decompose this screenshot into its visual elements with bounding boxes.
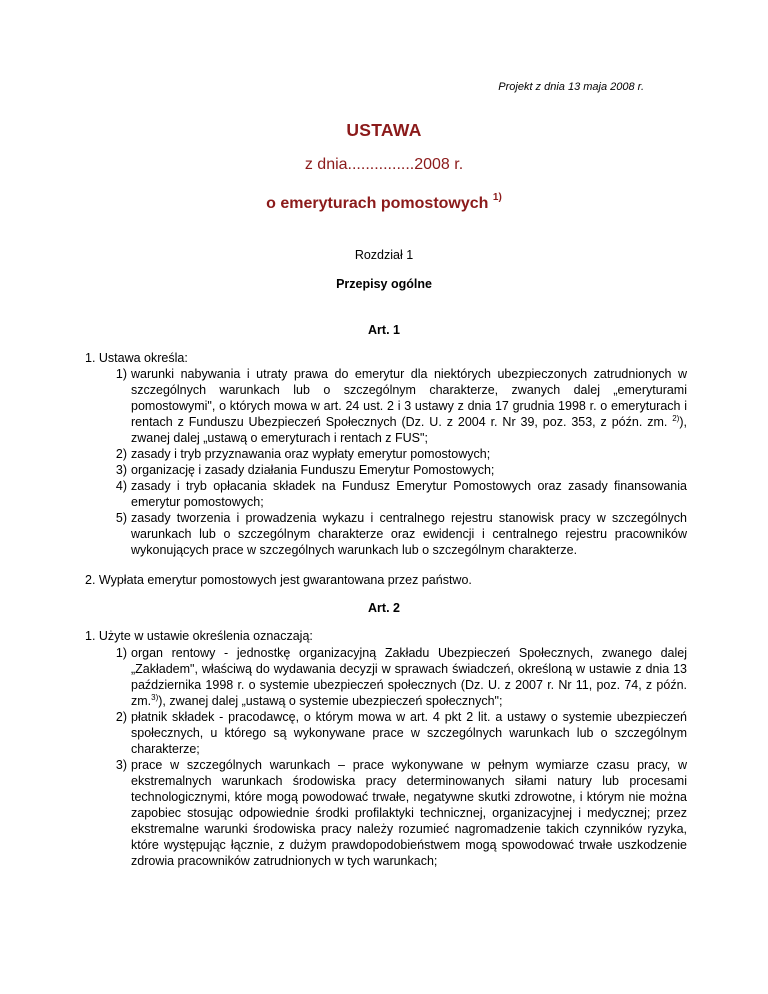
footnote-ref: 3)	[151, 692, 159, 702]
chapter-label: Rozdział 1	[354, 248, 414, 262]
item-number: 3)	[115, 758, 127, 772]
item-number: 1)	[115, 367, 127, 381]
footnote-ref: 1)	[492, 191, 502, 203]
footnote-ref: 2)	[672, 413, 680, 423]
act-subject-text: o emeryturach pomostowych	[266, 195, 489, 212]
item-number: 5)	[115, 511, 127, 525]
item-text: zasady tworzenia i prowadzenia wykazu i centralnego rejestru stanowisk pracy w szczególnych warunkach lub o szczególnym charakterze oraz ewidencji i centralnego rejestru pracowników wykonujących prace w szczególnych warunkach lub o szczególnym charakterze.	[131, 511, 687, 557]
item-number: 4)	[115, 479, 127, 493]
list-item	[101, 478, 687, 510]
article-1-heading: Art. 1	[368, 323, 400, 337]
item-number: 2)	[115, 710, 127, 724]
draft-note: Projekt z dnia 13 maja 2008 r.	[498, 81, 644, 93]
item-text: ), zwanej dalej „ustawą o systemie ubezpieczeń społecznych";	[158, 694, 503, 708]
chapter-title: Przepisy ogólne	[336, 277, 432, 291]
article-2-intro: 1. Użyte w ustawie określenia oznaczają:	[85, 629, 313, 643]
article-1-para-2: 2. Wypłata emerytur pomostowych jest gwarantowana przez państwo.	[85, 573, 472, 587]
list-item	[101, 366, 687, 446]
act-date: z dnia...............2008 r.	[304, 156, 464, 173]
item-number: 1)	[115, 646, 127, 660]
act-subject	[0, 191, 768, 213]
item-text: organizację i zasady działania Funduszu Emerytur Pomostowych;	[131, 463, 495, 477]
list-item	[101, 510, 687, 558]
item-text: organ rentowy - jednostkę organizacyjną Zakładu Ubezpieczeń Społecznych, zwanego dalej „Zakładem", właściwą do wydawania decyzji w sprawach świadczeń, określoną w ustawie z dnia 13 października 1998 r. o systemie ubezpieczeń społecznych (Dz. U. z 2007 r. Nr 11, poz. 74, z późn. zm.	[131, 646, 687, 708]
item-number: 3)	[115, 463, 127, 477]
article-2-list	[101, 645, 687, 869]
list-item	[101, 446, 687, 462]
item-text: ), zwanej dalej „ustawą o emeryturach i rentach z FUS";	[131, 415, 687, 445]
article-2-heading: Art. 2	[368, 601, 400, 615]
item-text: płatnik składek - pracodawcę, o którym mowa w art. 4 pkt 2 lit. a ustawy o systemie ubezpieczeń społecznych, u którego są wykonywane prace w szczególnych warunkach lub o szczególnym charakterze;	[131, 710, 687, 756]
article-1-list	[101, 366, 687, 558]
list-item	[101, 709, 687, 757]
list-item	[101, 462, 687, 478]
article-1-intro: 1. Ustawa określa:	[85, 351, 188, 365]
list-item	[101, 645, 687, 709]
item-text: warunki nabywania i utraty prawa do emerytur dla niektórych ubezpieczonych zatrudnionych w szczególnych warunkach lub o szczególnym charakterze, zwanych dalej „emeryturami pomostowymi", o których mowa w art. 24 ust. 2 i 3 ustawy z dnia 17 grudnia 1998 r. o emeryturach i rentach z Funduszu Ubezpieczeń Społecznych (Dz. U. z 2004 r. Nr 39, poz. 353, z późn. zm.	[131, 367, 687, 429]
act-title: USTAWA	[346, 120, 422, 140]
item-number: 2)	[115, 447, 127, 461]
item-text: prace w szczególnych warunkach – prace wykonywane w pełnym wymiarze czasu pracy, w ekstremalnych warunkach środowiska pracy determinowanych siłami natury lub procesami technologicznymi, które mogą powodować trwałe, negatywne skutki zdrowotne, i którym nie można zapobiec stosując odpowiednie środki profilaktyki technicznej, organizacyjnej i medycznej; przez ekstremalne warunki środowiska pracy należy rozumieć nagromadzenie takich czynników ryzyka, które występując łącznie, z dużym prawdopodobieństwem mogą spowodować trwałe uszkodzenie zdrowia pracowników zatrudnionych w tych warunkach;	[131, 758, 687, 868]
item-text: zasady i tryb przyznawania oraz wypłaty emerytur pomostowych;	[131, 447, 491, 461]
list-item	[101, 757, 687, 869]
item-text: zasady i tryb opłacania składek na Fundusz Emerytur Pomostowych oraz zasady finansowania emerytur pomostowych;	[131, 479, 687, 509]
